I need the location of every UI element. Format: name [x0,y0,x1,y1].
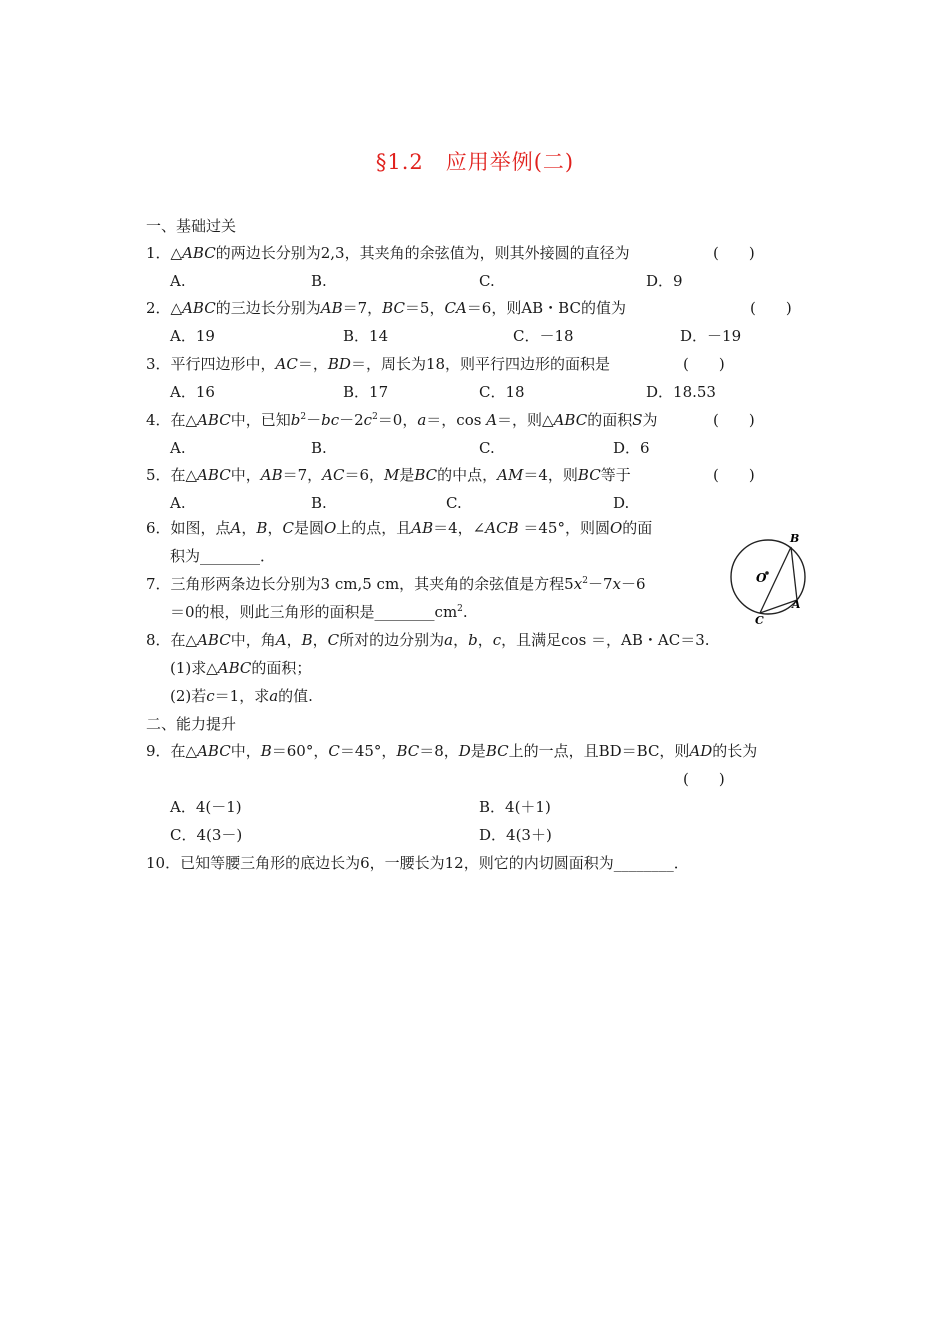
q2-text-b: 的三边长分别为 [215,299,321,317]
q8-var-a: a [444,631,454,649]
q9-text-h: 的长为 [712,742,758,760]
q4-var-abc2: ABC [553,411,588,429]
label-o: O [756,571,767,585]
q8-var-abc: ABC [197,631,231,649]
q9-answer-paren: ( ) [683,770,725,788]
q8-line1-a: 8．在△ [146,631,198,649]
question-7-line-2 [170,602,468,622]
q7-line1-b: －7 [587,575,613,593]
question-2 [146,298,626,318]
q5-var-bc2: BC [577,466,601,484]
q5-option-c: C. [446,494,462,512]
q6-line1-a: 6．如图，点 [146,519,231,537]
question-8 [146,630,710,650]
q1-text-c: 的两边长分别为2,3，其夹角的余弦值为，则其外接圆的直径为 [215,244,630,262]
q5-text-h: 等于 [600,466,631,484]
q8-line1-d: ，且满足cos ＝，AB・AC＝3. [501,631,710,649]
q4-text-g: 为 [642,411,658,429]
q2-answer-paren: ( ) [750,299,792,317]
q5-text-b: 中， [230,466,261,484]
q3-option-c: C．18 [479,383,525,401]
q4-text-d: ＝，cos [426,411,487,429]
q1-option-c: C. [479,272,495,290]
q8-s1: ， [286,631,302,649]
q4-var-A: A [486,411,498,429]
q9-text-g: 上的一点，且BD＝BC，则 [508,742,690,760]
q5-var-ac: AC [322,466,345,484]
q4-sup-2: 2 [372,412,378,422]
q5-option-d: D. [613,494,630,512]
q2-option-b: B．14 [343,327,389,345]
q4-option-c: C. [479,439,495,457]
q3-text-c: ＝，周长为18，则平行四边形的面积是 [350,355,611,373]
q2-eq3: ＝6，则AB・BC的值为 [466,299,626,317]
q5-text-e: 是 [399,466,415,484]
q8-var-B: B [301,631,313,649]
q9-var-d: D [458,742,471,760]
q5-answer-paren: ( ) [713,466,755,484]
q9-var-bc: BC [396,742,420,760]
q9-text-c: ＝60°， [271,742,329,760]
q8-sub2-var-a: a [269,687,279,705]
q3-answer-paren: ( ) [683,355,725,373]
q6-sep2: ， [267,519,283,537]
q5-text-g: ＝4，则 [523,466,578,484]
q6-var-c: C [282,519,294,537]
label-a: A [792,598,801,611]
q5-var-m: M [384,466,400,484]
q9-text-b: 中， [230,742,261,760]
q4-text-c: ＝0， [377,411,418,429]
q8-sub2-a: (2)若 [170,687,207,705]
q6-var-acb: ACB [485,519,519,537]
q6-line1-b: 是圆 [293,519,324,537]
q9-var-ad: AD [689,742,713,760]
q1-option-a: A. [170,272,186,290]
q9-text-e: ＝8， [419,742,459,760]
q2-option-c: C．－18 [513,327,574,345]
q6-var-ab: AB [411,519,434,537]
section-basic: 一、基础过关 [146,217,237,235]
q4-minus2: －2 [339,411,364,429]
q4-text-b: 中，已知 [230,411,291,429]
q4-var-s: S [632,411,643,429]
question-4 [146,410,658,430]
q2-var-abc: ABC [182,299,216,317]
q1-option-b: B. [311,272,327,290]
q4-var-a: a [417,411,427,429]
q8-line1-b: 中，角 [230,631,276,649]
q5-var-abc: ABC [197,466,231,484]
page-title: §1.2 应用举例(二) [375,150,575,174]
q8-sub2-c: c [206,687,215,705]
q4-option-a: A. [170,439,186,457]
q6-sep1: ， [241,519,257,537]
q5-text-f: 的中点， [437,466,498,484]
q7-line2-b: . [462,603,468,621]
q3-option-b: B．17 [343,383,389,401]
q2-eq2: ＝5， [404,299,445,317]
q5-text-d: ＝6， [344,466,384,484]
q7-line2-a: ＝0的根，则此三角形的面积是________cm [170,603,458,621]
q9-option-a: A．4(－1) [170,798,242,816]
q9-option-c: C．4(3－) [170,826,243,844]
q6-var-o2: O [609,519,623,537]
q1-option-d: D．9 [646,272,683,290]
q7-line1-a: 7．三角形两条边长分别为3 cm,5 cm，其夹角的余弦值是方程5 [146,575,574,593]
q3-text-a: 3．平行四边形中， [146,355,276,373]
q5-text-c: ＝7， [282,466,323,484]
q5-option-a: A. [170,494,186,512]
q7-var-x2: x [612,575,621,593]
q1-text-a: 1．△ [146,244,183,262]
q5-var-bc: BC [414,466,438,484]
q6-var-o: O [323,519,337,537]
q8-s4: ， [477,631,493,649]
q8-sub1-a: (1)求△ [170,659,218,677]
q9-text-d: ＝45°， [339,742,397,760]
q5-option-b: B. [311,494,327,512]
q4-text-a: 4．在△ [146,411,198,429]
question-10: 10．已知等腰三角形的底边长为6，一腰长为12，则它的内切圆面积为________． [146,854,689,872]
q5-var-am: AM [497,466,524,484]
q9-var-c: C [328,742,340,760]
circle-figure [724,530,814,626]
q2-option-d: D．－19 [680,327,742,345]
q6-var-b: B [256,519,268,537]
q4-answer-paren: ( ) [713,411,755,429]
section-advanced: 二、能力提升 [146,715,237,733]
q4-text-e: ＝，则△ [497,411,554,429]
q2-option-a: A．19 [170,327,215,345]
question-6 [146,518,652,538]
question-6-line-2: 积为________． [170,547,276,565]
q2-text-a: 2．△ [146,299,183,317]
q8-sub1-abc: ABC [217,659,252,677]
q3-var-ac: AC [275,355,298,373]
q8-var-b: b [468,631,478,649]
q2-var-ca: CA [444,299,467,317]
q4-text-f: 的面积 [587,411,633,429]
q5-text-a: 5．在△ [146,466,198,484]
q6-line1-e: ＝45°，则圆 [518,519,610,537]
q4-option-b: B. [311,439,327,457]
q4-option-d: D．6 [613,439,650,457]
q4-var-c: c [363,411,373,429]
q8-sub1-b: 的面积； [251,659,312,677]
q3-var-bd: BD [327,355,351,373]
q2-var-bc: BC [382,299,405,317]
q5-var-ab: AB [260,466,283,484]
q4-var-b: b [290,411,301,429]
q8-s2: ， [312,631,328,649]
q9-option-b: B．4(＋1) [479,798,551,816]
question-8-sub-1 [170,658,311,678]
q9-option-d: D．4(3＋) [479,826,552,844]
q1-var-abc: ABC [182,244,216,262]
q7-var-x: x [573,575,583,593]
q2-eq1: ＝7， [342,299,383,317]
q7-sup-1: 2 [582,576,588,586]
question-7 [146,574,646,594]
label-c: C [755,614,764,626]
question-9 [146,741,757,761]
q8-var-C: C [327,631,340,649]
segment-ba [791,547,797,600]
q4-sup-1: 2 [300,412,307,422]
q6-line1-d: ＝4，∠ [433,519,486,537]
q8-s3: ， [453,631,469,649]
q9-text-a: 9．在△ [146,742,198,760]
question-8-sub-2 [170,686,313,706]
question-3 [146,354,610,374]
q1-answer-paren: ( ) [713,244,755,262]
q8-sub2-b: ＝1，求 [214,687,270,705]
q6-line1-f: 的面 [622,519,653,537]
q6-var-a: A [230,519,242,537]
q9-var-bc2: BC [485,742,509,760]
question-1 [146,243,630,263]
q8-var-c: c [492,631,502,649]
question-5 [146,465,631,485]
q4-minus: － [306,411,322,429]
label-b: B [790,532,800,545]
q7-line1-c: －6 [620,575,646,593]
q8-line1-c: 所对的边分别为 [339,631,445,649]
q3-text-b: ＝， [297,355,328,373]
q3-option-d: D．18.53 [646,383,716,401]
q8-sub2-c2: 的值. [278,687,313,705]
q9-var-b: B [260,742,272,760]
q6-line1-c: 上的点，且 [336,519,412,537]
q2-var-ab: AB [320,299,343,317]
q4-var-abc: ABC [197,411,231,429]
q9-var-abc: ABC [197,742,231,760]
q4-var-bc: bc [321,411,340,429]
q9-text-f: 是 [470,742,486,760]
q8-var-A: A [275,631,287,649]
q7-sup-2: 2 [457,604,463,614]
q3-option-a: A．16 [170,383,215,401]
